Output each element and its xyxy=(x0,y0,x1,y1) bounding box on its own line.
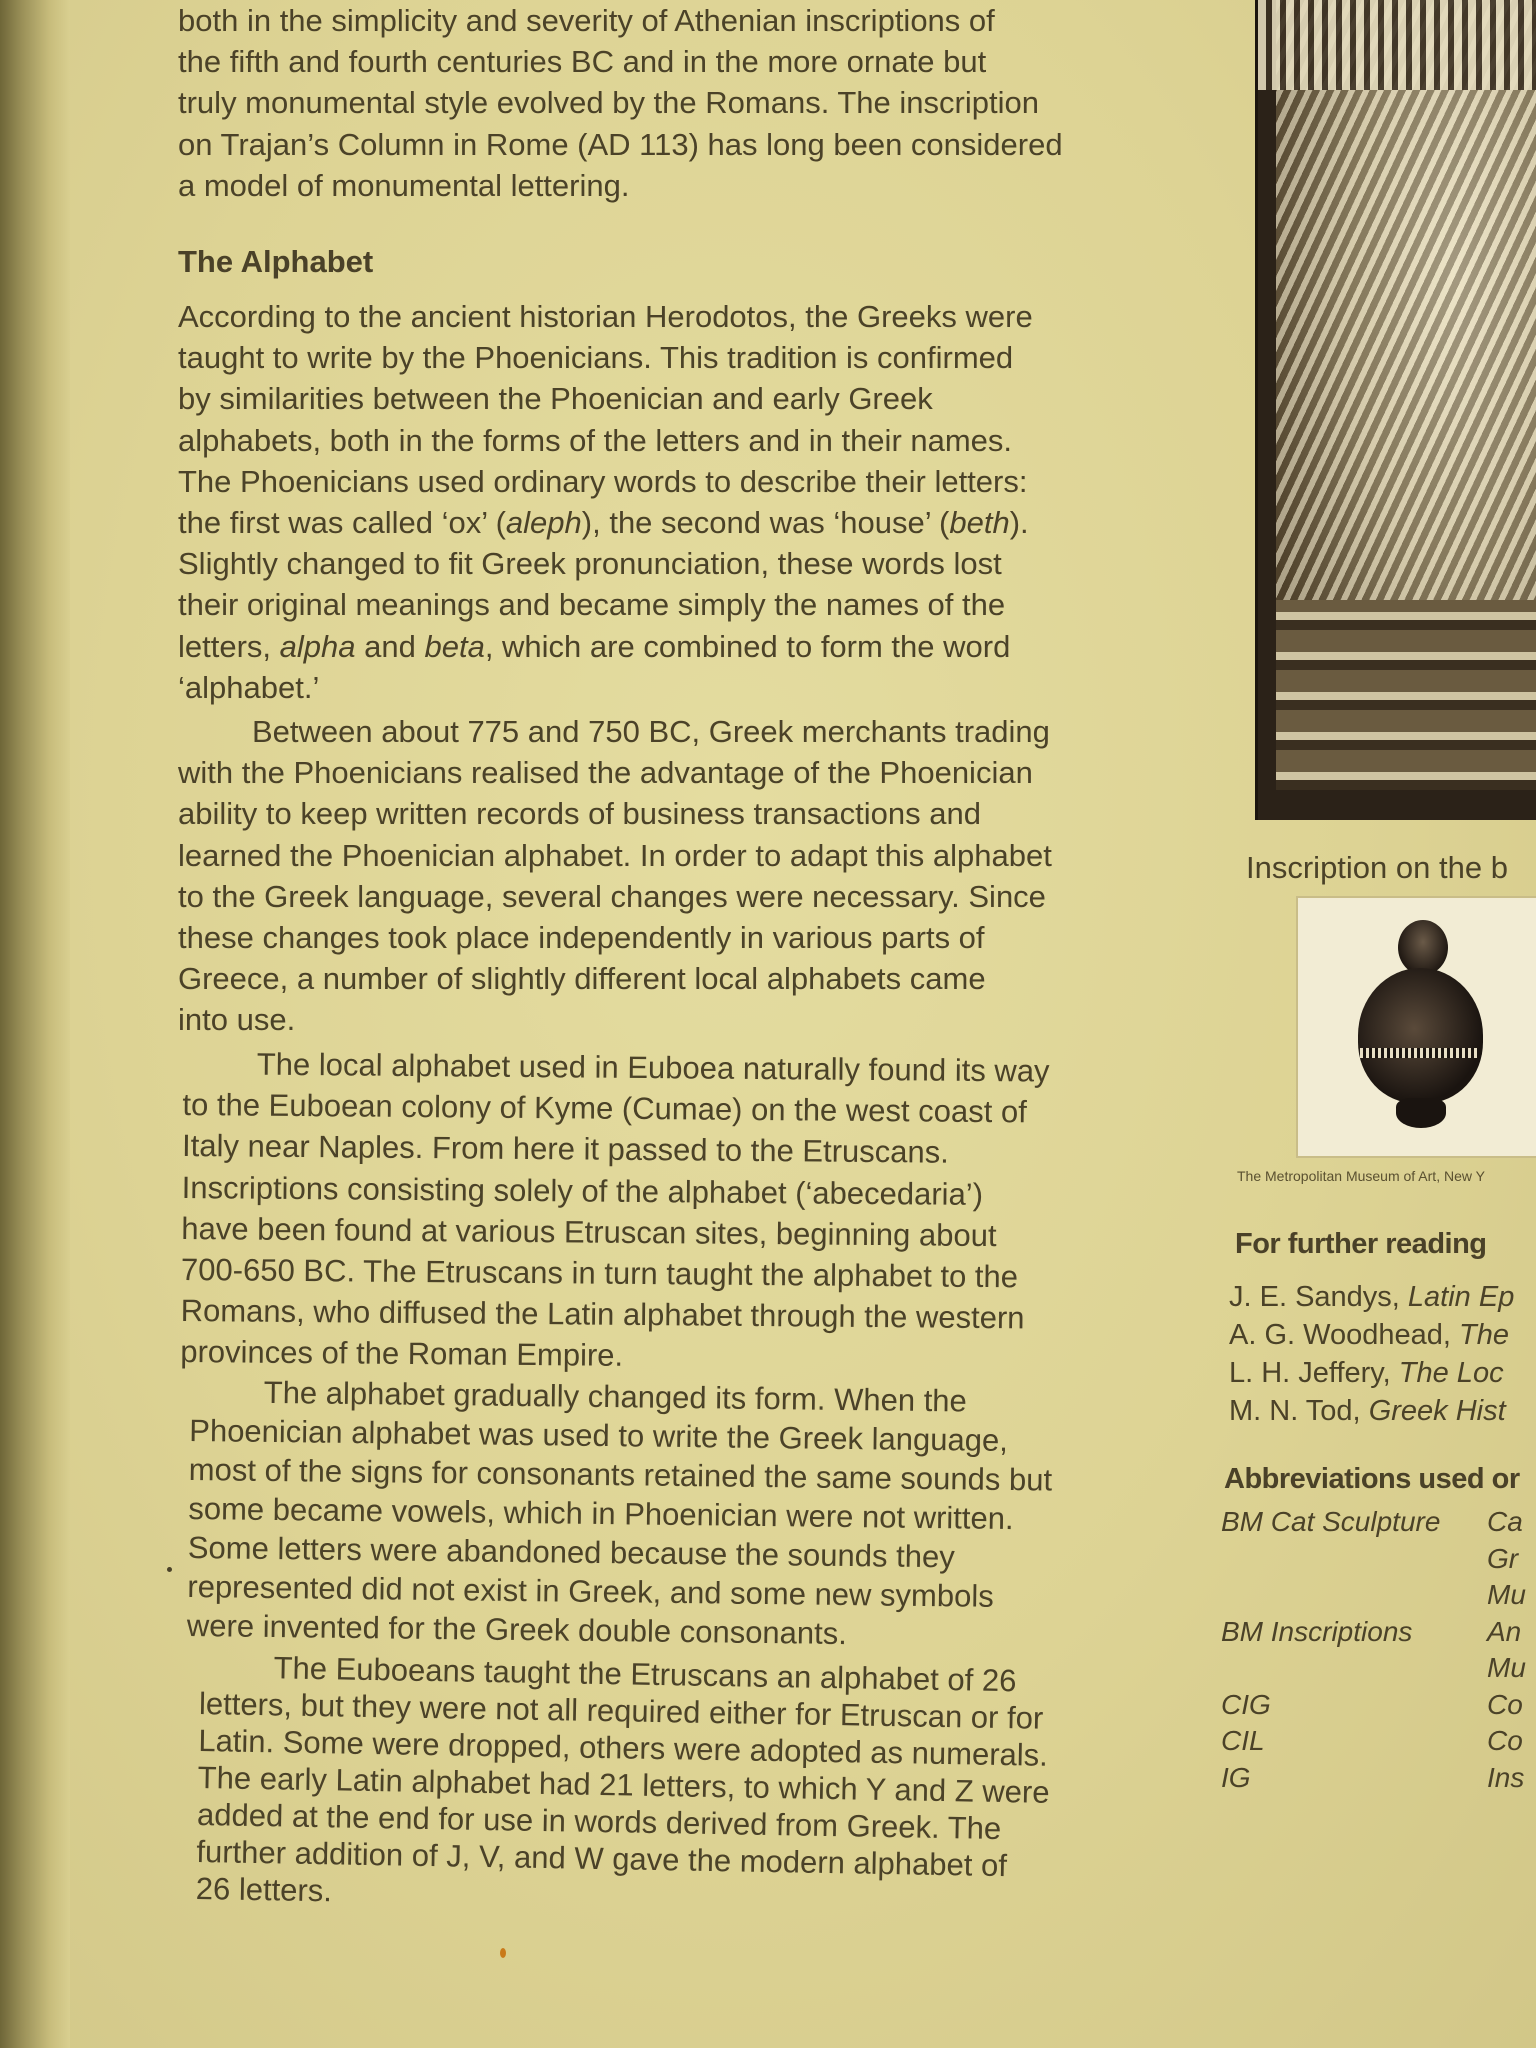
stain-spot xyxy=(500,1948,506,1958)
reading-item: L. H. Jeffery, The Loc xyxy=(1229,1357,1504,1389)
vase-body-image xyxy=(1358,968,1483,1103)
paragraph-herodotos: According to the ancient historian Herodotos, the Greeks were taught to write by the Phoenicians. This tradition is confirmed by similarities between the Phoenician and early Greek alphabets, both in the forms of the letters and in their names. The Phoenicians used ordinary words to describe their letters: the first was called ‘ox’ (aleph), the second was ‘house’ (beth). Slightly changed to fit Greek pronunciation, these words lost their original meanings and became simply the names of the letters, alpha and beta, which are combined to form the word ‘alphabet.’ xyxy=(178,299,1033,705)
trajan-column-photo xyxy=(1255,0,1536,820)
abbreviation-row: IG Ins xyxy=(1221,1761,1525,1793)
abbreviations-heading: Abbreviations used or xyxy=(1224,1463,1520,1495)
paragraph-form-change: The alphabet gradually changed its form. When the Phoenician alphabet was used to write the Greek language, most of the signs for consonants retained the same sounds but some became vowels, which in Phoenician were not written. Some letters were abandoned because the sounds they represented did not exist in Greek, and some new symbols were invented for the Greek double consonants. xyxy=(186,1374,1053,1652)
margin-dot xyxy=(167,1567,172,1572)
page-binding-shadow xyxy=(0,0,70,2048)
abbreviation-row: BM Inscriptions An xyxy=(1221,1615,1522,1647)
paragraph-latin-letters: The Euboeans taught the Etruscans an alphabet of 26 letters, but they were not all required either for Etruscan or for Latin. Some were dropped, others were adopted as numerals. The early Latin alphabet had 21 letters, to which Y and Z were added at the end for use in words derived from Greek. The further addition of J, V, and W gave the modern alphabet of 26 letters. xyxy=(195,1650,1050,1909)
section-heading: The Alphabet xyxy=(178,244,374,279)
reading-item: J. E. Sandys, Latin Ep xyxy=(1229,1281,1515,1313)
abbreviation-row: CIL Co xyxy=(1221,1725,1523,1756)
column-base-image xyxy=(1276,600,1536,790)
further-reading-heading: For further reading xyxy=(1235,1228,1487,1260)
vase-head-image xyxy=(1398,920,1448,975)
relief-frieze-image xyxy=(1258,0,1536,90)
photo-caption: Inscription on the b xyxy=(1246,850,1508,885)
reading-item: M. N. Tod, Greek Hist xyxy=(1229,1395,1506,1427)
abbreviation-row: Mu xyxy=(1487,1579,1526,1610)
abbreviation-row: CIG Co xyxy=(1221,1688,1523,1720)
abbreviations-table xyxy=(1221,1506,1536,1798)
further-reading-list xyxy=(1229,1278,1536,1430)
vase-foot-image xyxy=(1396,1098,1446,1128)
photo-credit: The Metropolitan Museum of Art, New Y xyxy=(1237,1168,1485,1184)
paragraph-merchants: Between about 775 and 750 BC, Greek merchants trading with the Phoenicians realised the advantage of the Phoenician ability to keep written records of business transactions and learned the Phoenician alphabet. In order to adapt this alphabet to the Greek language, several changes were necessary. Since these changes took place independently in various parts of Greece, a number of slightly different local alphabets came into use. xyxy=(178,714,1052,1038)
intro-paragraph: both in the simplicity and severity of Athenian inscriptions of the fifth and fourth centuries BC and in the more ornate but truly monumental style evolved by the Romans. The inscription on Trajan’s Column in Rome (AD 113) has long been considered a model of monumental lettering. xyxy=(178,3,1063,203)
abbreviation-row: BM Cat Sculpture Ca xyxy=(1221,1506,1523,1537)
abbreviation-row: Mu xyxy=(1487,1652,1526,1683)
vase-inscription-band xyxy=(1360,1048,1480,1058)
abbreviation-row: Gr xyxy=(1487,1542,1519,1574)
vase-photo xyxy=(1298,898,1536,1156)
paragraph-euboea: The local alphabet used in Euboea naturally found its way to the Euboean colony of Kyme (Cumae) on the west coast of Italy near Naples. From here it passed to the Etruscans. Inscriptions consisting solely of the alphabet (‘abecedaria’) have been found at various Etruscan sites, beginning about 700-650 BC. The Etruscans in turn taught the alphabet to the Romans, who diffused the Latin alphabet through the western provinces of the Roman Empire. xyxy=(180,1046,1050,1374)
reading-item: A. G. Woodhead, The xyxy=(1229,1319,1509,1351)
